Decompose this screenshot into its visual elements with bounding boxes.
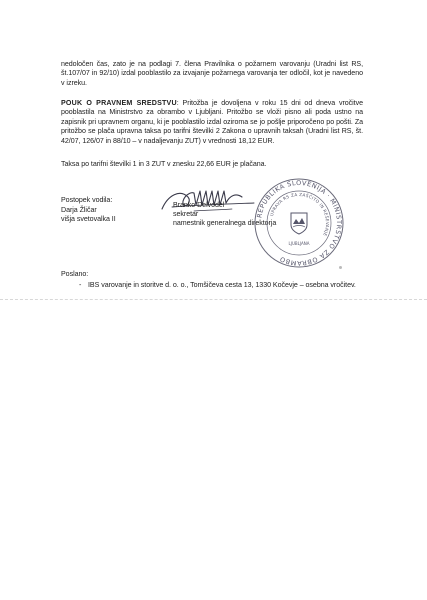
fee-paid-line: Taksa po tarifni številki 1 in 3 ZUT v znesku 22,66 EUR je plačana. [61, 160, 267, 168]
legal-remedy-paragraph [61, 99, 363, 146]
scan-fold-line [0, 299, 427, 300]
case-handler-label: Postopek vodila: [61, 196, 113, 204]
seal-city-text: LJUBLJANA [288, 241, 310, 246]
scan-speck [339, 266, 342, 269]
signer-name: Branko Delvodel [173, 201, 225, 209]
official-seal-stamp [253, 177, 345, 269]
paragraph-intro: nedoločen čas, zato je na podlagi 7. člena Pravilnika o požarnem varovanju (Uradni list RS, št.107/07 in 92/10) izdal pooblastilo za izvajanje požarnega varovanja ter odločil, kot je navedeno v izreku. [61, 60, 363, 87]
case-handler-title: višja svetovalka II [61, 215, 116, 223]
signer-role: sekretar [173, 210, 199, 218]
coat-of-arms-icon [291, 213, 307, 234]
recipients-label: Poslano: [61, 270, 89, 278]
recipient-bullet: - [79, 281, 82, 289]
svg-text:UPRAVA RS ZA ZAŠČITO IN REŠEVA: UPRAVA RS ZA ZAŠČITO IN REŠEVANJE [268, 191, 331, 238]
signer-title: namestnik generalnega direktorja [173, 219, 277, 227]
svg-text:REPUBLIKA SLOVENIJA · MINISTRS: REPUBLIKA SLOVENIJA · MINISTRSTVO ZA OBRAMBO [255, 178, 344, 268]
legal-remedy-heading: POUK O PRAVNEM SREDSTVU [61, 99, 177, 107]
recipient-item: IBS varovanje in storitve d. o. o., Tomšičeva cesta 13, 1330 Kočevje – osebna vročitev. [88, 281, 356, 289]
legal-remedy-text: : Pritožba je dovoljena v roku 15 dni od dneva vročitve pooblastila na Ministrstvo za obrambo v Ljubljani. Pritožbo se vloži pisno ali poda ustno na zapisnik pri upravnem organu, ki je pooblastilo izdal oziroma se jo pošlje priporočeno po pošti. Za pritožbo se plača upravna taksa po tarifni številki 2 Zakona o upravnih taksah (Uradni list RS, št. 42/07, 126/07 in 88/10 – v nadaljevanju ZUT) v vrednosti 18,12 EUR. [61, 99, 363, 145]
case-handler-name: Darja Žličar [61, 206, 97, 214]
